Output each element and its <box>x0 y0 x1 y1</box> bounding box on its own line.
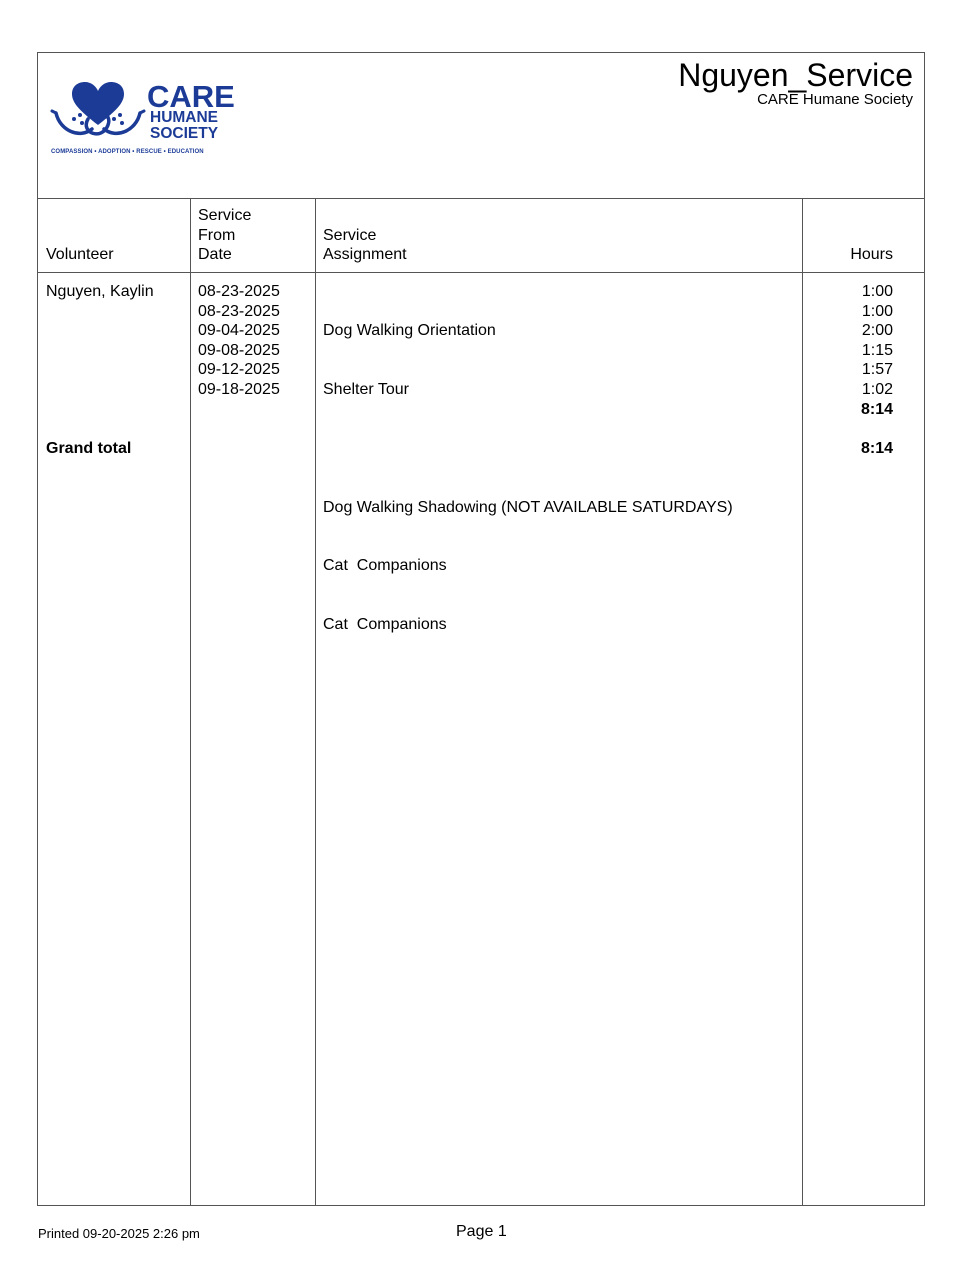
column-divider <box>190 199 191 1205</box>
report-organization: CARE Humane Society <box>757 91 913 108</box>
table-row-assignment <box>323 439 733 459</box>
table-row-date: 09-18-2025 <box>198 380 280 398</box>
grand-total-hours: 8:14 <box>860 440 893 457</box>
table-row-assignment: Cat Companions <box>323 557 447 575</box>
table-row-hours: 1:02 <box>861 380 893 398</box>
column-header-service-date <box>198 206 251 265</box>
column-header-assignment-line2: Assignment <box>323 246 407 264</box>
table-row-date: 09-04-2025 <box>198 322 280 340</box>
report-header <box>38 53 924 199</box>
column-divider <box>802 199 803 1205</box>
table-row-assignment: Shelter Tour <box>323 380 409 398</box>
table-row-hours: 1:00 <box>861 302 893 320</box>
table-row-date: 08-23-2025 <box>198 302 280 320</box>
column-header-date-line2: From <box>198 226 236 244</box>
grand-total-label: Grand total <box>46 440 132 457</box>
page-number: Page 1 <box>456 1223 507 1240</box>
report-title: Nguyen_Service <box>678 57 913 93</box>
table-row-assignment: Dog Walking Orientation <box>323 322 496 340</box>
column-header-assignment-line1: Service <box>323 226 377 244</box>
table-row-assignment: Cat Companions <box>323 616 447 634</box>
care-logo <box>50 81 250 161</box>
printed-timestamp: Printed 09-20-2025 2:26 pm <box>38 1226 200 1241</box>
report-frame <box>37 52 925 1206</box>
table-row-hours: 1:00 <box>861 283 893 300</box>
table-row-assignment: Dog Walking Shadowing (NOT AVAILABLE SATURDAYS) <box>323 498 733 516</box>
column-divider <box>315 199 316 1205</box>
logo-care-text: CARE <box>147 79 235 114</box>
table-row-hours: 1:15 <box>861 341 893 359</box>
column-header-row <box>38 199 924 273</box>
logo-humane-text: HUMANE <box>150 109 219 126</box>
service-assignments-column <box>323 282 733 674</box>
heart-paw-icon <box>50 81 146 147</box>
table-row-date: 09-08-2025 <box>198 341 280 359</box>
logo-society-text: SOCIETY <box>150 125 219 142</box>
table-row-date: 08-23-2025 <box>198 283 280 300</box>
column-header-service-assignment <box>323 226 407 265</box>
hours-column <box>861 282 893 419</box>
volunteer-name: Nguyen, Kaylin <box>46 283 154 300</box>
column-header-date-line3: Date <box>198 246 232 264</box>
service-dates-column <box>198 282 280 400</box>
table-row-date: 09-12-2025 <box>198 361 280 379</box>
column-header-date-line1: Service <box>198 207 252 225</box>
column-header-hours: Hours <box>850 246 893 264</box>
logo-tagline: COMPASSION • ADOPTION • RESCUE • EDUCATION <box>51 149 204 155</box>
table-row-hours: 1:57 <box>861 361 893 379</box>
subtotal-hours: 8:14 <box>860 400 893 418</box>
column-header-volunteer: Volunteer <box>46 246 114 264</box>
table-row-hours: 2:00 <box>861 322 893 340</box>
